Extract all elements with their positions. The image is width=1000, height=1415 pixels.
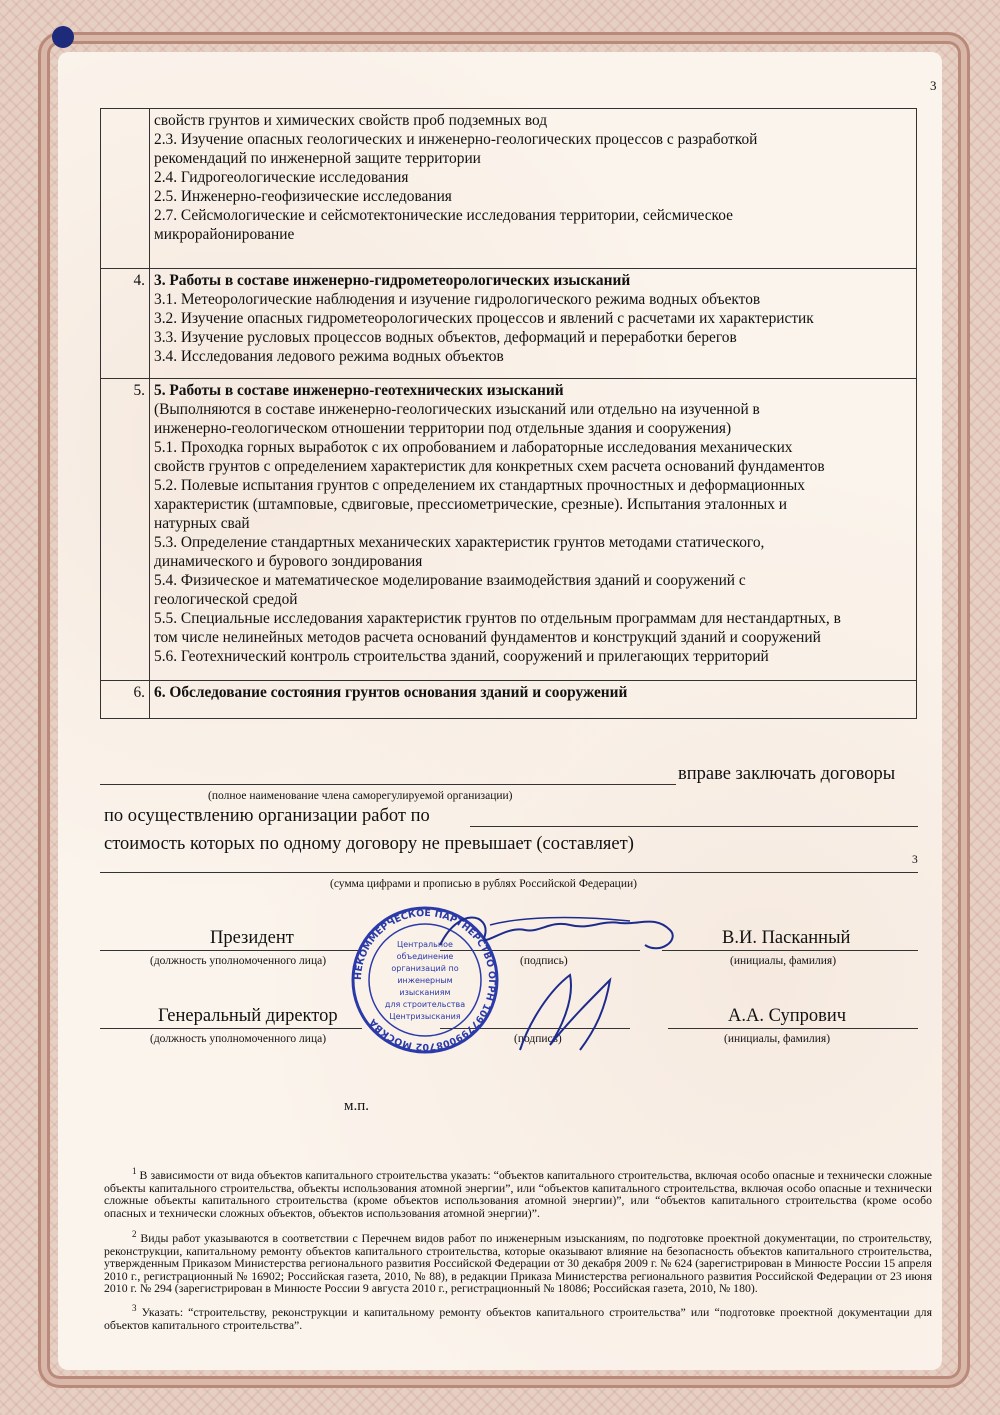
sum-caption: (сумма цифрами и прописью в рублях Российской Федерации) [330,878,637,890]
cost-label: стоимость которых по одному договору не превышает (составляет) [104,834,634,854]
stamp-outer-text: НЕКОММЕРЧЕСКОЕ ПАРТНЕРСТВО ОГРН 1097799008702 МОСКВА [352,907,498,1053]
svg-text:Центризыскания: Центризыскания [389,1012,461,1021]
footnote-mark: 2 [132,1229,137,1239]
signer-name: В.И. Пасканный [722,928,851,948]
row-heading: 5. Работы в составе инженерно-геотехнических изысканий [154,382,564,399]
row-line: динамического и бурового зондирования [154,553,423,570]
position-caption: (должность уполномоченного лица) [150,955,327,967]
row-content [150,109,917,269]
svg-text:инженерным: инженерным [397,976,453,985]
sum-line [100,872,918,873]
footnote-text: Виды работ указываются в соответствии с Перечнем видов работ по инженерным изысканиям, по подготовке проектной документации, по строительству, реконструкции, капитальному ремонту объектов капитального строительства, которые оказывают влияние на безопасность объектов капитального строительства, утвержденным Приказом Министерства регионального развития Российской Федерации от 30 декабря 2009 г. № 624 (зарегистрирован в Минюсте России 15 апреля 2010 г., регистрационный № 16902; Российская газета, 2010, № 88), в редакции Приказа Министерства регионального развития Российской Федерации от 23 июня 2010 г. № 294 (зарегистрирован в Минюсте России 9 августа 2010 г., регистрационный № 18086; Российская газета, 2010, № 180). [104,1230,932,1296]
org-name-line [100,784,676,785]
row-number: 5. [101,379,150,681]
stamp-place-label: м.п. [344,1098,370,1114]
row-heading: 3. Работы в составе инженерно-гидрометеорологических изысканий [154,272,631,289]
footnote-text: В зависимости от вида объектов капитального строительства указать: “объектов капитального строительства, включая особо опасные и технически сложные объекты капитального строительства, объекты использования атомной энергии”, или “объектов капитального строительства, включая особо опасные и технически сложные объекты капитального строительства (кроме объектов использования атомной энергии)”, или “объектов капитального строительства (кроме особо опасных и технически сложных объектов, объектов использования атомной энергии)”. [104,1167,932,1220]
row-line: 3.2. Изучение опасных гидрометеорологических процессов и явлений с расчетами их характеристик [154,310,814,327]
page-number: 3 [930,78,937,93]
position-title: Генеральный директор [158,1006,338,1026]
signature-caption: (подпись) [514,1033,562,1045]
signature-caption: (подпись) [520,955,568,967]
row-line: 3.4. Исследования ледового режима водных объектов [154,348,504,365]
row-line: 5.2. Полевые испытания грунтов с определением их стандартных прочностных и деформационных [154,477,805,494]
row-line: 3.3. Изучение русловых процессов водных объектов, деформаций и переработки берегов [154,329,737,346]
row-number: 4. [101,269,150,379]
row-line: микрорайонирование [154,226,295,243]
position-line [100,1028,362,1029]
footnote [104,1165,932,1219]
svg-text:объединение: объединение [396,952,454,961]
row-number: 6. [101,681,150,719]
row-line: инженерно-геологическом отношении территории под отдельные здания и сооружения) [154,420,732,437]
row-line: свойств грунтов с определением характеристик для конкретных схем расчета оснований фундаментов [154,458,825,475]
row-line: рекомендаций по инженерной защите территории [154,150,481,167]
table-row [101,109,917,269]
table-row [101,379,917,681]
svg-text:изысканиям: изысканиям [399,988,451,997]
position-caption: (должность уполномоченного лица) [150,1033,327,1045]
svg-text:Центральное: Центральное [397,940,453,949]
footnote-mark: 3 [132,1303,137,1313]
row-line: 2.4. Гидрогеологические исследования [154,169,409,186]
signature-director [500,960,640,1060]
footnote-mark: 3 [912,854,918,866]
row-line: 5.5. Специальные исследования характеристик грунтов по отдельным программам для нестандартных, в [154,610,841,627]
name-line [662,950,918,951]
works-table [100,108,917,719]
footnote-text: Указать: “строительству, реконструкции и капитальному ремонту объектов капитального строительства” или “подготовке проектной документации для объектов капитального строительства”. [104,1304,932,1332]
svg-text:организаций по: организаций по [391,964,459,973]
works-label: по осуществлению организации работ по [104,806,430,826]
row-line: 2.7. Сейсмологические и сейсмотектонические исследования территории, сейсмическое [154,207,733,224]
footnote [104,1302,932,1331]
row-line: 3.1. Метеорологические наблюдения и изучение гидрологического режима водных объектов [154,291,761,308]
footnote [104,1228,932,1295]
works-line [470,826,918,827]
table-row [101,681,917,719]
row-content [150,379,917,681]
row-line: геологической средой [154,591,298,608]
row-line: 2.3. Изучение опасных геологических и инженерно-геологических процессов с разработкой [154,131,758,148]
name-caption: (инициалы, фамилия) [724,1033,831,1045]
signer-name: А.А. Супрович [728,1006,847,1026]
row-content [150,681,917,719]
ribbon-seal-icon [52,26,74,48]
row-line: свойств грунтов и химических свойств проб подземных вод [154,112,548,129]
org-name-caption: (полное наименование члена саморегулируемой организации) [208,790,513,802]
row-line: 2.5. Инженерно-геофизические исследования [154,188,452,205]
row-line: том числе нелинейных методов расчета оснований фундаментов и конструкций зданий и сооружений [154,629,821,646]
row-line: натурных свай [154,515,250,532]
row-heading: 6. Обследование состояния грунтов основания зданий и сооружений [154,684,628,701]
svg-text:для строительства: для строительства [384,1000,466,1009]
row-line: 5.4. Физическое и математическое моделирование взаимодействия зданий и сооружений с [154,572,746,589]
row-line: 5.1. Проходка горных выработок с их опробованием и лабораторные исследования механических [154,439,793,456]
row-number [101,109,150,269]
row-content [150,269,917,379]
position-line [100,950,362,951]
entitled-text: вправе заключать договоры [678,764,896,784]
name-caption: (инициалы, фамилия) [730,955,837,967]
name-line [668,1028,918,1029]
footnote-mark: 1 [132,1166,137,1176]
row-line: (Выполняются в составе инженерно-геологических изысканий или отдельно на изученной в [154,401,760,418]
row-line: характеристик (штамповые, сдвиговые, прессиометрические, срезные). Испытания эталонных и [154,496,788,513]
position-title: Президент [210,928,294,948]
row-line: 5.3. Определение стандартных механических характеристик грунтов методами статического, [154,534,765,551]
table-row [101,269,917,379]
row-line: 5.6. Геотехнический контроль строительства зданий, сооружений и прилегающих территорий [154,648,769,665]
